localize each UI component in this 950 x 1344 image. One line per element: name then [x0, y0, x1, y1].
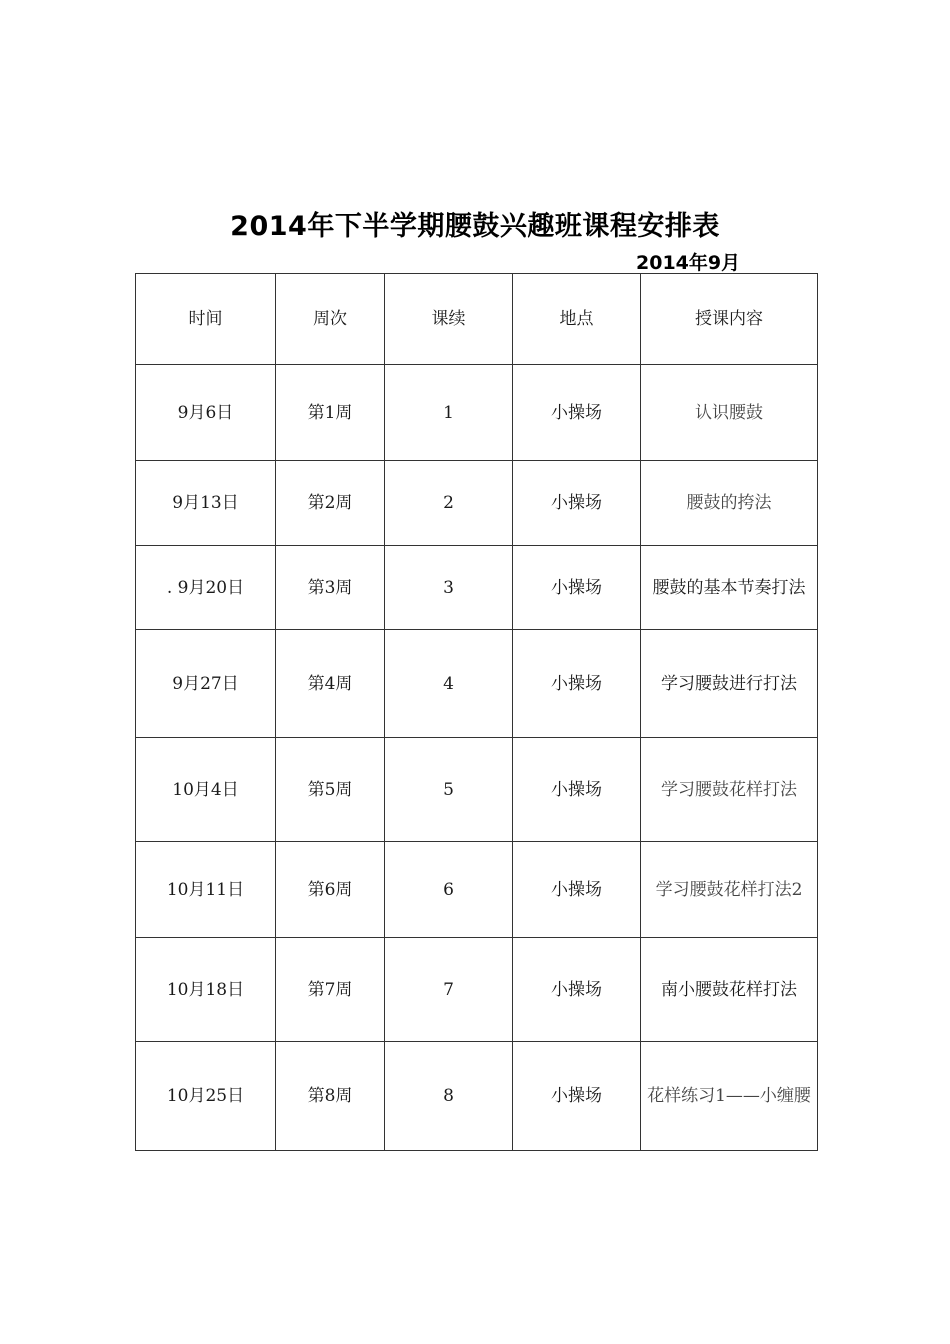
table-row: [136, 1042, 818, 1151]
cell-lesson: 8: [385, 1042, 513, 1151]
cell-lesson: 6: [385, 842, 513, 938]
cell-lesson: 1: [385, 365, 513, 461]
cell-time: . 9月20日: [136, 546, 276, 630]
cell-lesson: 7: [385, 938, 513, 1042]
cell-lesson: 5: [385, 738, 513, 842]
cell-content: 花样练习1——小缠腰: [641, 1042, 818, 1151]
cell-week: 第8周: [276, 1042, 385, 1151]
cell-week: 第5周: [276, 738, 385, 842]
cell-content: 学习腰鼓进行打法: [641, 630, 818, 738]
cell-place: 小操场: [513, 842, 641, 938]
cell-place: 小操场: [513, 1042, 641, 1151]
cell-lesson: 4: [385, 630, 513, 738]
cell-week: 第1周: [276, 365, 385, 461]
cell-place: 小操场: [513, 546, 641, 630]
document-title: 2014年下半学期腰鼓兴趣班课程安排表: [230, 211, 720, 242]
table-row: [136, 738, 818, 842]
cell-week: 第3周: [276, 546, 385, 630]
cell-place: 小操场: [513, 738, 641, 842]
cell-time: 9月6日: [136, 365, 276, 461]
cell-time: 10月11日: [136, 842, 276, 938]
table-row: [136, 630, 818, 738]
cell-week: 第4周: [276, 630, 385, 738]
table-header-row: [136, 274, 818, 365]
cell-content: 腰鼓的基本节奏打法: [641, 546, 818, 630]
header-week: 周次: [276, 274, 385, 365]
cell-content: 南小腰鼓花样打法: [641, 938, 818, 1042]
header-time: 时间: [136, 274, 276, 365]
cell-lesson: 2: [385, 461, 513, 546]
cell-content: 学习腰鼓花样打法2: [641, 842, 818, 938]
cell-time: 9月27日: [136, 630, 276, 738]
header-content: 授课内容: [641, 274, 818, 365]
table-row: [136, 461, 818, 546]
cell-content: 腰鼓的挎法: [641, 461, 818, 546]
table-row: [136, 546, 818, 630]
cell-time: 9月13日: [136, 461, 276, 546]
cell-place: 小操场: [513, 630, 641, 738]
cell-week: 第6周: [276, 842, 385, 938]
cell-lesson: 3: [385, 546, 513, 630]
schedule-table: [135, 273, 818, 1151]
cell-week: 第7周: [276, 938, 385, 1042]
cell-content: 认识腰鼓: [641, 365, 818, 461]
document-date: 2014年9月: [636, 252, 741, 274]
table-row: [136, 938, 818, 1042]
cell-time: 10月4日: [136, 738, 276, 842]
cell-place: 小操场: [513, 365, 641, 461]
table-row: [136, 365, 818, 461]
header-lesson: 课续: [385, 274, 513, 365]
cell-place: 小操场: [513, 938, 641, 1042]
header-place: 地点: [513, 274, 641, 365]
cell-time: 10月18日: [136, 938, 276, 1042]
cell-place: 小操场: [513, 461, 641, 546]
table-row: [136, 842, 818, 938]
cell-content: 学习腰鼓花样打法: [641, 738, 818, 842]
cell-time: 10月25日: [136, 1042, 276, 1151]
cell-week: 第2周: [276, 461, 385, 546]
